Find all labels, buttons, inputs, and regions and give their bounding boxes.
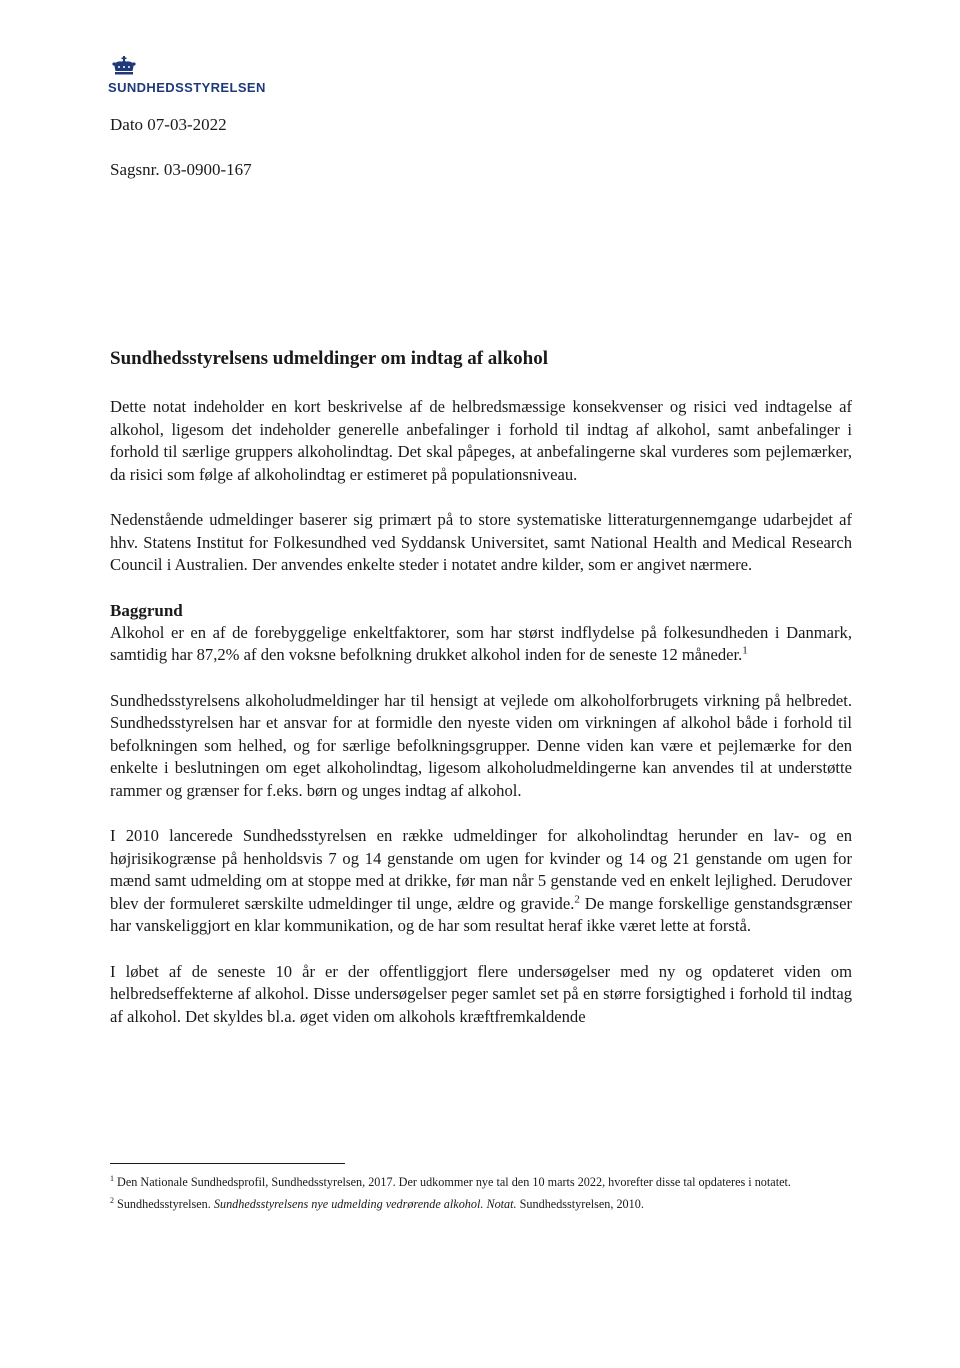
background-paragraph-1-text: Alkohol er en af de forebyggelige enkeltfaktorer, som har størst indflydelse på folkesundheden i Danmark, samtidig har 87,2% af den voksne befolkning drukket alkohol inden for de seneste 12 måneder. bbox=[110, 622, 852, 664]
footnote-1-number: 1 bbox=[110, 1173, 114, 1183]
document-title: Sundhedsstyrelsens udmeldinger om indtag af alkohol bbox=[110, 348, 548, 369]
footnote-1-text: Den Nationale Sundhedsprofil, Sundhedsstyrelsen, 2017. Der udkommer nye tal den 10 marts 2022, hvorefter disse tal opdateres i notatet. bbox=[114, 1175, 791, 1189]
document-date: Dato 07-03-2022 bbox=[110, 115, 227, 134]
footnote-divider bbox=[110, 1163, 345, 1164]
document-body bbox=[110, 347, 852, 1051]
footnote-2-number: 2 bbox=[110, 1195, 114, 1205]
footnote-2-suffix: Sundhedsstyrelsen, 2010. bbox=[516, 1197, 644, 1211]
footnote-ref-2[interactable]: 2 bbox=[574, 892, 580, 905]
background-paragraph-4: I løbet af de seneste 10 år er der offentliggjort flere undersøgelser med ny og opdateret viden om helbredseffekterne af alkohol. Disse undersøgelser peger samlet set på en større forsigtighed i forhold til indtag af alkohol. Det skyldes bl.a. øget viden om alkohols kræftfremkaldende bbox=[110, 961, 852, 1026]
background-paragraph-1 bbox=[110, 622, 852, 667]
logo bbox=[108, 56, 266, 95]
footnote-1 bbox=[110, 1174, 852, 1191]
section-heading-baggrund: Baggrund bbox=[110, 600, 183, 620]
footnote-ref-1[interactable]: 1 bbox=[742, 644, 748, 657]
footnote-2-title: Sundhedsstyrelsens nye udmelding vedrørende alkohol. Notat. bbox=[213, 1197, 517, 1211]
background-paragraph-3-text-b: De mange forskellige genstandsgrænser har vanskeliggjort en klar kommunikation, og de har som resultat heraf ikke været lette at forstå. bbox=[110, 893, 852, 935]
background-paragraph-3-text-a: I 2010 lancerede Sundhedsstyrelsen en række udmeldinger for alkoholindtag herunder en lav- og en højrisikogrænse på henholdsvis 7 og 14 genstande om ugen for kvinder og 14 og 21 genstande om ugen for mænd samt udmelding om at stoppe med at drikke, før man når 5 genstande ved en enkelt lejlighed. Derudover blev der formuleret særskilte udmeldinger til unge, ældre og gravide. bbox=[110, 826, 852, 913]
crown-icon bbox=[111, 56, 137, 78]
logo-text: SUNDHEDSSTYRELSEN bbox=[108, 80, 266, 95]
intro-paragraph-1: Dette notat indeholder en kort beskrivelse af de helbredsmæssige konsekvenser og risici ved indtagelse af alkohol, ligesom det indeholder generelle anbefalinger i forhold til indtag af alkohol, samt anbefalinger i forhold til særlige gruppers alkoholindtag. Det skal påpeges, at anbefalingerne skal vurderes som pejlemærker, da risici som følge af alkoholindtag er estimeret på populationsniveau. bbox=[110, 397, 852, 484]
footnote-2 bbox=[110, 1196, 852, 1213]
case-number: Sagsnr. 03-0900-167 bbox=[110, 160, 252, 179]
intro-paragraph-2: Nedenstående udmeldinger baserer sig primært på to store systematiske litteraturgennemgange udarbejdet af hhv. Statens Institut for Folkesundhed ved Syddansk Universitet, samt National Health and Medical Research Council i Australien. Der anvendes enkelte steder i notatet andre kilder, som er angivet nærmere. bbox=[110, 510, 852, 574]
background-paragraph-3 bbox=[110, 825, 852, 938]
footnote-2-prefix: Sundhedsstyrelsen. bbox=[114, 1197, 214, 1211]
background-paragraph-2: Sundhedsstyrelsens alkoholudmeldinger har til hensigt at vejlede om alkoholforbrugets virkning på helbredet. Sundhedsstyrelsen har et ansvar for at formidle den nyeste viden om virkningen af alkohol både i forhold til befolkningen som helhed, og for særlige befolkningsgrupper. Denne viden kan være et pejlemærke for den enkelte i beslutningen om eget alkoholindtag, ligesom alkoholudmeldingerne kan anvendes til at understøtte rammer og grænser for f.eks. børn og unges indtag af alkohol. bbox=[110, 690, 852, 800]
footnotes bbox=[110, 1174, 852, 1218]
